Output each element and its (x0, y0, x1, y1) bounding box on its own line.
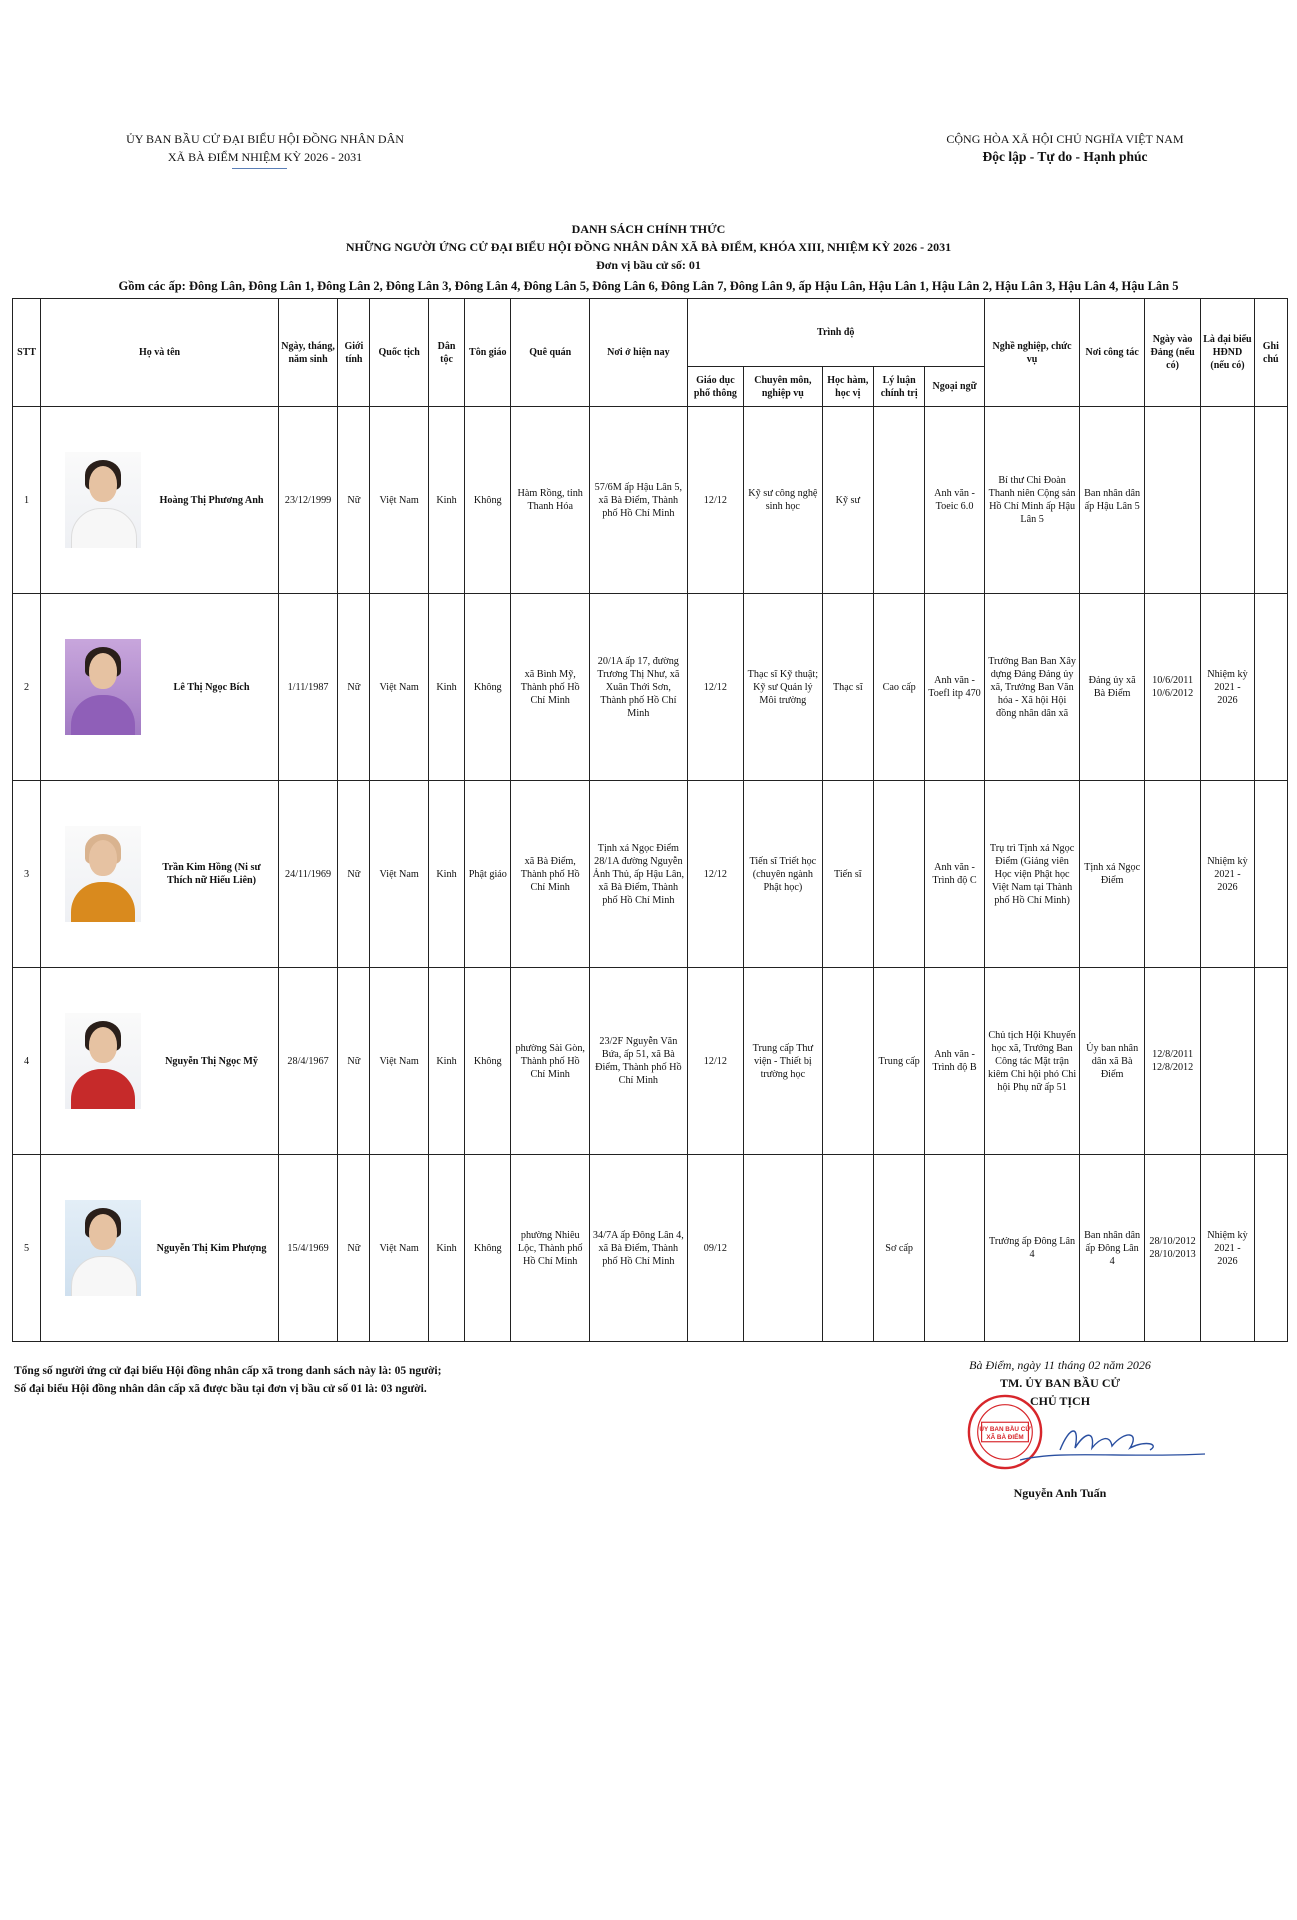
cell-language: Anh văn - Toefl itp 470 (925, 594, 984, 781)
cell-workplace: Ban nhân dân ấp Hậu Lân 5 (1080, 407, 1144, 594)
cell-degree: Thạc sĩ (822, 594, 873, 781)
candidate-photo (65, 1013, 141, 1109)
cell-stt: 4 (13, 968, 41, 1155)
candidate-name: Lê Thị Ngọc Bích (173, 681, 250, 693)
candidate-photo (65, 826, 141, 922)
cell-party-date: 10/6/2011 10/6/2012 (1144, 594, 1200, 781)
candidate-table (12, 298, 1288, 1342)
cell-nationality: Việt Nam (370, 407, 428, 594)
cell-name (41, 594, 279, 781)
cell-dob: 28/4/1967 (278, 968, 337, 1155)
country-name: CỘNG HÒA XÃ HỘI CHỦ NGHĨA VIỆT NAM (946, 132, 1184, 146)
cell-general-ed: 12/12 (687, 594, 743, 781)
signer-name: Nguyễn Anh Tuấn (1013, 1486, 1107, 1500)
col-nationality: Quốc tịch (370, 299, 428, 407)
col-ethnicity: Dân tộc (428, 299, 464, 407)
cell-general-ed: 12/12 (687, 407, 743, 594)
cell-gender: Nữ (338, 1155, 370, 1342)
cell-gender: Nữ (338, 968, 370, 1155)
cell-politics: Trung cấp (873, 968, 924, 1155)
cell-specialty: Kỹ sư công nghệ sinh học (744, 407, 823, 594)
col-party-date: Ngày vào Đảng (nếu có) (1144, 299, 1200, 407)
cell-religion: Không (465, 594, 511, 781)
col-note: Ghi chú (1254, 299, 1287, 407)
cell-name (41, 781, 279, 968)
cell-party-date (1144, 781, 1200, 968)
cell-occupation: Trưởng ấp Đông Lân 4 (984, 1155, 1080, 1342)
table-row (13, 594, 1288, 781)
constituency: Đơn vị bầu cử số: 01 (596, 258, 701, 272)
cell-residence: 34/7A ấp Đông Lân 4, xã Bà Điểm, Thành phố Hồ Chí Minh (590, 1155, 688, 1342)
cell-stt: 1 (13, 407, 41, 594)
cell-dob: 24/11/1969 (278, 781, 337, 968)
cell-religion: Không (465, 407, 511, 594)
cell-degree (822, 1155, 873, 1342)
title-line2: NHỮNG NGƯỜI ỨNG CỬ ĐẠI BIỂU HỘI ĐỒNG NHÂN DÂN XÃ BÀ ĐIỂM, KHÓA XIII, NHIỆM KỲ 2026 - 2031 (345, 240, 952, 254)
cell-nationality: Việt Nam (370, 594, 428, 781)
cell-name (41, 407, 279, 594)
cell-religion: Phật giáo (465, 781, 511, 968)
col-delegate: Là đại biểu HĐND (nếu có) (1201, 299, 1254, 407)
cell-party-date (1144, 407, 1200, 594)
cell-name (41, 1155, 279, 1342)
summary-notes (14, 1362, 441, 1398)
col-general-ed: Giáo dục phổ thông (687, 367, 743, 407)
cell-specialty: Thạc sĩ Kỹ thuật; Kỹ sư Quản lý Môi trường (744, 594, 823, 781)
cell-language: Anh văn - Trình độ B (925, 968, 984, 1155)
candidate-photo (65, 1200, 141, 1296)
cell-delegate: Nhiệm kỳ 2021 - 2026 (1201, 781, 1254, 968)
candidate-name: Nguyễn Thị Kim Phượng (156, 1242, 267, 1254)
motto-text: Độc lập - Tự do - Hạnh phúc (982, 149, 1148, 164)
cell-stt: 2 (13, 594, 41, 781)
cell-note (1254, 407, 1287, 594)
cell-workplace: Tịnh xá Ngọc Điểm (1080, 781, 1144, 968)
issuing-authority (100, 130, 430, 166)
cell-note (1254, 594, 1287, 781)
sign-role: CHỦ TỊCH (1029, 1394, 1091, 1408)
cell-language: Anh văn - Toeic 6.0 (925, 407, 984, 594)
cell-ethnicity: Kinh (428, 407, 464, 594)
cell-dob: 1/11/1987 (278, 594, 337, 781)
cell-hometown: Hàm Rồng, tỉnh Thanh Hóa (511, 407, 590, 594)
col-language: Ngoại ngữ (925, 367, 984, 407)
cell-politics (873, 407, 924, 594)
cell-dob: 15/4/1969 (278, 1155, 337, 1342)
summary-line1: Tổng số người ứng cử đại biểu Hội đồng nhân cấp xã trong danh sách này là: 05 người; (14, 1365, 442, 1377)
cell-occupation: Trưởng Ban Ban Xây dựng Đảng Đảng ủy xã, Trưởng Ban Văn hóa - Xã hội Hội đồng nhân dân xã (984, 594, 1080, 781)
cell-note (1254, 781, 1287, 968)
cell-occupation: Trụ trì Tịnh xá Ngọc Điểm (Giảng viên Học viện Phật học Việt Nam tại Thành phố Hồ Chí Minh) (984, 781, 1080, 968)
cell-hometown: phường Sài Gòn, Thành phố Hồ Chí Minh (511, 968, 590, 1155)
cell-party-date: 12/8/2011 12/8/2012 (1144, 968, 1200, 1155)
cell-degree: Tiến sĩ (822, 781, 873, 968)
candidate-name: Trần Kim Hồng (Ni sư Thích nữ Hiếu Liên) (162, 862, 261, 886)
title-line1: DANH SÁCH CHÍNH THỨC (571, 222, 726, 236)
cell-stt: 3 (13, 781, 41, 968)
cell-nationality: Việt Nam (370, 1155, 428, 1342)
cell-note (1254, 1155, 1287, 1342)
document-title (0, 220, 1297, 295)
col-dob: Ngày, tháng, năm sinh (278, 299, 337, 407)
cell-workplace: Đảng ủy xã Bà Điểm (1080, 594, 1144, 781)
cell-politics: Cao cấp (873, 594, 924, 781)
cell-residence: 23/2F Nguyễn Văn Bứa, ấp 51, xã Bà Điểm, Thành phố Hồ Chí Minh (590, 968, 688, 1155)
cell-residence: 57/6M ấp Hậu Lân 5, xã Bà Điểm, Thành phố Hồ Chí Minh (590, 407, 688, 594)
cell-gender: Nữ (338, 594, 370, 781)
cell-hometown: xã Bình Mỹ, Thành phố Hồ Chí Minh (511, 594, 590, 781)
col-education-group: Trình độ (687, 299, 984, 367)
cell-politics (873, 781, 924, 968)
candidate-name: Nguyễn Thị Ngọc Mỹ (165, 1055, 258, 1067)
table-row (13, 1155, 1288, 1342)
signature-icon (1000, 1420, 1210, 1470)
cell-language (925, 1155, 984, 1342)
cell-dob: 23/12/1999 (278, 407, 337, 594)
cell-party-date: 28/10/2012 28/10/2013 (1144, 1155, 1200, 1342)
authority-line1: ỦY BAN BẦU CỬ ĐẠI BIỂU HỘI ĐỒNG NHÂN DÂN (126, 132, 404, 146)
sign-org: TM. ỦY BAN BẦU CỬ (999, 1376, 1121, 1390)
cell-residence: Tịnh xá Ngọc Điểm 28/1A đường Nguyễn Ảnh Thủ, ấp Hậu Lân, xã Bà Điểm, Thành phố Hồ Chí Minh (590, 781, 688, 968)
cell-general-ed: 09/12 (687, 1155, 743, 1342)
cell-language: Anh văn - Trình độ C (925, 781, 984, 968)
cell-degree (822, 968, 873, 1155)
cell-delegate (1201, 968, 1254, 1155)
col-name: Họ và tên (41, 299, 279, 407)
col-hometown: Quê quán (511, 299, 590, 407)
col-stt: STT (13, 299, 41, 407)
cell-residence: 20/1A ấp 17, đường Trương Thị Như, xã Xuân Thới Sơn, Thành phố Hồ Chí Minh (590, 594, 688, 781)
cell-general-ed: 12/12 (687, 781, 743, 968)
col-residence: Nơi ở hiện nay (590, 299, 688, 407)
table-row (13, 968, 1288, 1155)
cell-religion: Không (465, 968, 511, 1155)
cell-name (41, 968, 279, 1155)
cell-workplace: Ban nhân dân ấp Đông Lân 4 (1080, 1155, 1144, 1342)
cell-hometown: xã Bà Điểm, Thành phố Hồ Chí Minh (511, 781, 590, 968)
cell-occupation: Chủ tịch Hội Khuyến học xã, Trưởng Ban Công tác Mặt trận kiêm Chi hội phó Chi hội Phụ nữ ấp 51 (984, 968, 1080, 1155)
table-row (13, 407, 1288, 594)
summary-line2: Số đại biểu Hội đồng nhân dân cấp xã được bầu tại đơn vị bầu cử số 01 là: 03 người. (14, 1383, 427, 1395)
cell-gender: Nữ (338, 781, 370, 968)
col-degree: Học hàm, học vị (822, 367, 873, 407)
table-row (13, 781, 1288, 968)
cell-note (1254, 968, 1287, 1155)
cell-stt: 5 (13, 1155, 41, 1342)
cell-delegate: Nhiệm kỳ 2021 - 2026 (1201, 594, 1254, 781)
cell-delegate: Nhiệm kỳ 2021 - 2026 (1201, 1155, 1254, 1342)
cell-politics: Sơ cấp (873, 1155, 924, 1342)
cell-workplace: Ủy ban nhân dân xã Bà Điểm (1080, 968, 1144, 1155)
cell-nationality: Việt Nam (370, 968, 428, 1155)
col-occupation: Nghề nghiệp, chức vụ (984, 299, 1080, 407)
sign-date: Bà Điểm, ngày 11 tháng 02 năm 2026 (969, 1358, 1151, 1372)
cell-ethnicity: Kinh (428, 781, 464, 968)
col-religion: Tôn giáo (465, 299, 511, 407)
cell-delegate (1201, 407, 1254, 594)
cell-religion: Không (465, 1155, 511, 1342)
cell-ethnicity: Kinh (428, 968, 464, 1155)
cell-ethnicity: Kinh (428, 1155, 464, 1342)
hamlet-list: Gồm các ấp: Đông Lân, Đông Lân 1, Đông Lân 2, Đông Lân 3, Đông Lân 4, Đông Lân 5, Đông Lân 6, Đông Lân 7, Đông Lân 9, ấp Hậu Lân, Hậu Lân 1, Hậu Lân 2, Hậu Lân 3, Hậu Lân 4, Hậu Lân 5 (118, 279, 1179, 293)
cell-hometown: phường Nhiêu Lộc, Thành phố Hồ Chí Minh (511, 1155, 590, 1342)
cell-gender: Nữ (338, 407, 370, 594)
col-gender: Giới tính (338, 299, 370, 407)
col-specialty: Chuyên môn, nghiệp vụ (744, 367, 823, 407)
col-workplace: Nơi công tác (1080, 299, 1144, 407)
cell-occupation: Bí thư Chi Đoàn Thanh niên Cộng sản Hồ Chí Minh ấp Hậu Lân 5 (984, 407, 1080, 594)
candidate-photo (65, 639, 141, 735)
cell-specialty: Trung cấp Thư viện - Thiết bị trường học (744, 968, 823, 1155)
cell-specialty: Tiến sĩ Triết học (chuyên ngành Phật học) (744, 781, 823, 968)
cell-nationality: Việt Nam (370, 781, 428, 968)
header-divider (232, 168, 287, 169)
cell-degree: Kỹ sư (822, 407, 873, 594)
svg-text:ỦY BAN BẦU CỬ: ỦY BAN BẦU CỬ (979, 1426, 1031, 1434)
col-politics: Lý luận chính trị (873, 367, 924, 407)
cell-specialty (744, 1155, 823, 1342)
authority-line2: XÃ BÀ ĐIỂM NHIỆM KỲ 2026 - 2031 (167, 150, 363, 164)
candidate-name: Hoàng Thị Phương Anh (159, 494, 264, 506)
candidate-photo (65, 452, 141, 548)
svg-text:XÃ BÀ ĐIỂM: XÃ BÀ ĐIỂM (986, 1433, 1024, 1441)
cell-general-ed: 12/12 (687, 968, 743, 1155)
cell-ethnicity: Kinh (428, 594, 464, 781)
national-motto (900, 130, 1230, 166)
